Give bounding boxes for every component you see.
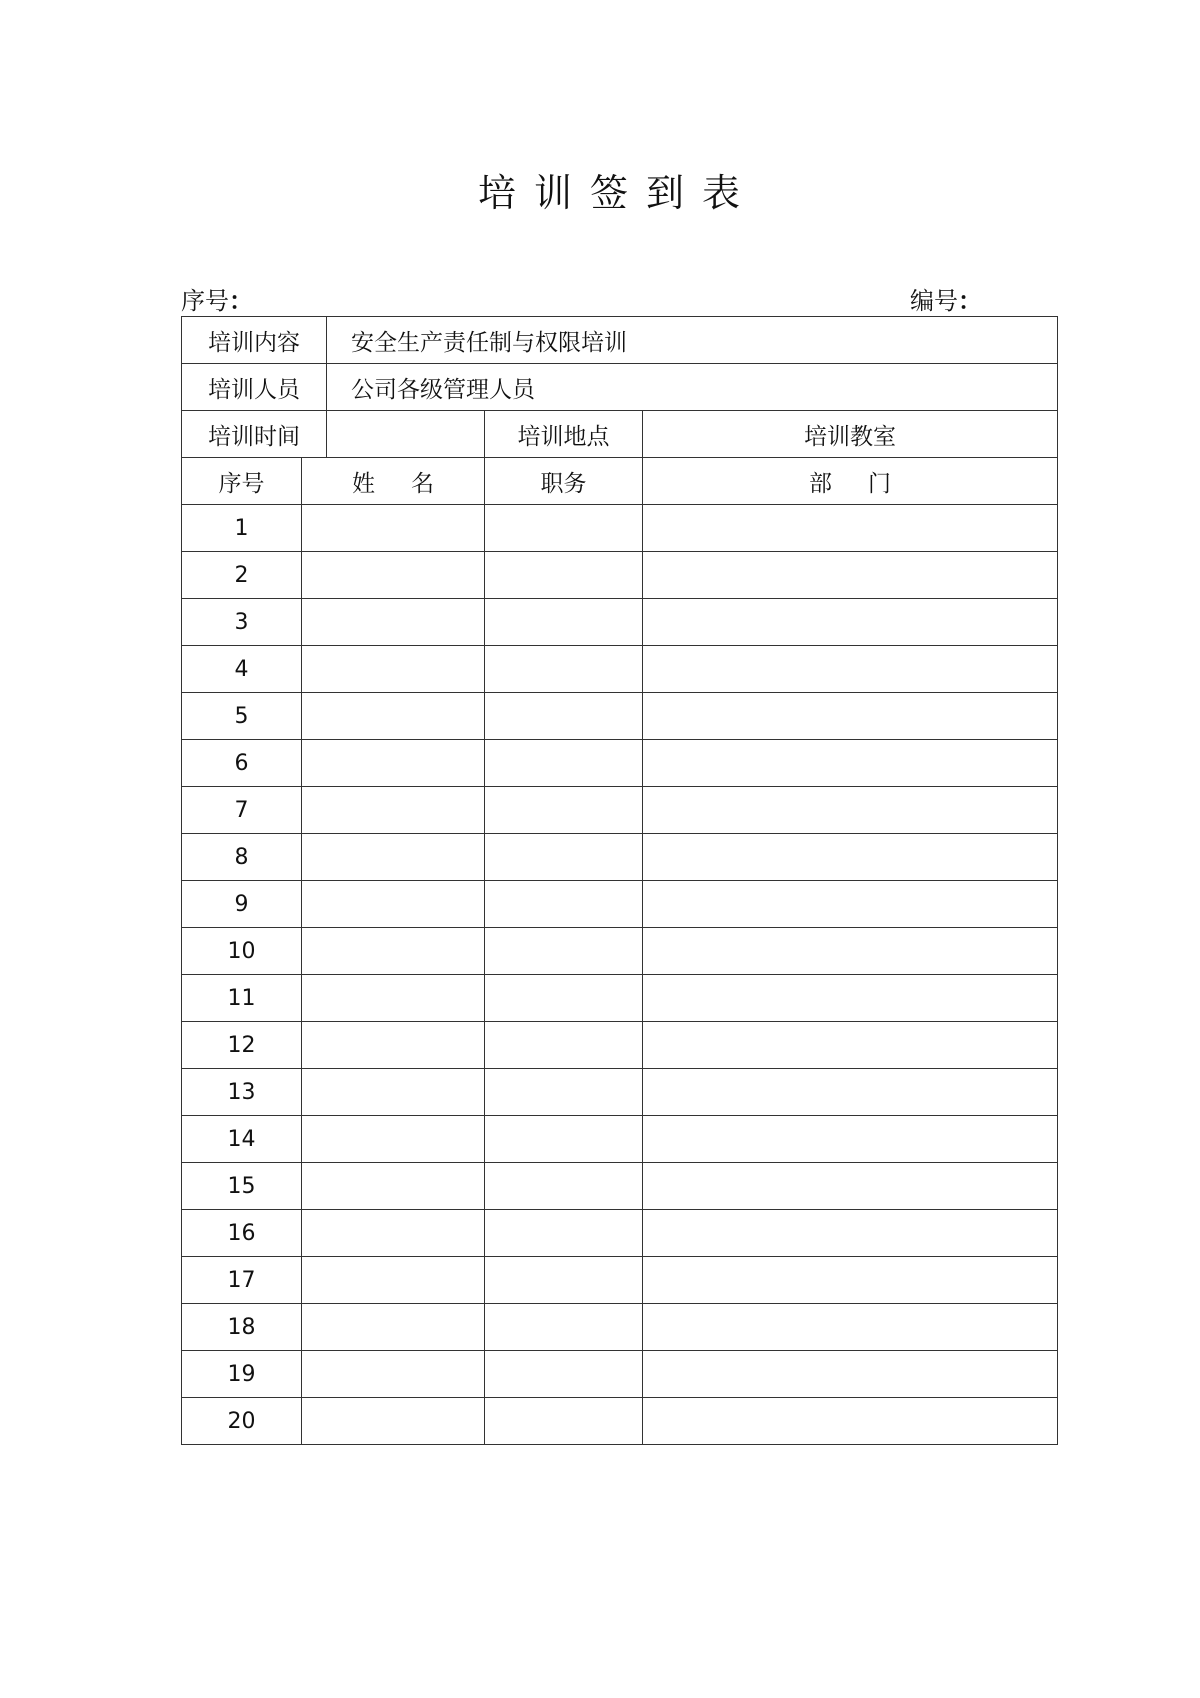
row-seq-cell: 7 <box>182 787 302 834</box>
row-name-cell[interactable] <box>302 787 485 834</box>
row-name-cell[interactable] <box>302 975 485 1022</box>
row-name-cell[interactable] <box>302 1022 485 1069</box>
serial-colon: ： <box>229 287 253 315</box>
staff-value-cell[interactable]: 公司各级管理人员 <box>327 364 1058 411</box>
row-position-cell[interactable] <box>485 693 643 740</box>
row-seq-cell: 4 <box>182 646 302 693</box>
table-row <box>182 1351 1058 1398</box>
row-seq-cell: 10 <box>182 928 302 975</box>
column-header-department <box>643 458 1058 505</box>
place-label-cell: 培训地点 <box>485 411 643 458</box>
row-seq-cell: 12 <box>182 1022 302 1069</box>
row-name-cell[interactable] <box>302 834 485 881</box>
table-row <box>182 1210 1058 1257</box>
row-name-cell[interactable] <box>302 928 485 975</box>
row-position-cell[interactable] <box>485 881 643 928</box>
row-name-cell[interactable] <box>302 505 485 552</box>
row-seq-cell: 1 <box>182 505 302 552</box>
table-row <box>182 1257 1058 1304</box>
serial-number-label <box>181 286 253 316</box>
table-row <box>182 881 1058 928</box>
row-name-cell[interactable] <box>302 1210 485 1257</box>
row-name-cell[interactable] <box>302 740 485 787</box>
row-position-cell[interactable] <box>485 505 643 552</box>
table-row <box>182 928 1058 975</box>
row-department-cell[interactable] <box>643 787 1058 834</box>
row-position-cell[interactable] <box>485 1069 643 1116</box>
row-seq-cell: 15 <box>182 1163 302 1210</box>
row-seq-cell: 17 <box>182 1257 302 1304</box>
staff-label-cell: 培训人员 <box>182 364 327 411</box>
table-row <box>182 599 1058 646</box>
row-department-cell[interactable] <box>643 1069 1058 1116</box>
row-name-cell[interactable] <box>302 599 485 646</box>
row-position-cell[interactable] <box>485 834 643 881</box>
column-header-department-text: 部门 <box>809 470 927 497</box>
row-seq-cell: 5 <box>182 693 302 740</box>
row-department-cell[interactable] <box>643 1116 1058 1163</box>
row-name-cell[interactable] <box>302 1257 485 1304</box>
row-name-cell[interactable] <box>302 1351 485 1398</box>
row-department-cell[interactable] <box>643 505 1058 552</box>
row-department-cell[interactable] <box>643 693 1058 740</box>
number-label-text: 编号 <box>910 287 958 315</box>
table-row <box>182 693 1058 740</box>
number-colon: ： <box>958 287 982 315</box>
table-row <box>182 975 1058 1022</box>
table-row <box>182 505 1058 552</box>
row-department-cell[interactable] <box>643 552 1058 599</box>
row-position-cell[interactable] <box>485 1398 643 1445</box>
row-department-cell[interactable] <box>643 1022 1058 1069</box>
row-department-cell[interactable] <box>643 1163 1058 1210</box>
row-seq-cell: 6 <box>182 740 302 787</box>
row-seq-cell: 18 <box>182 1304 302 1351</box>
row-department-cell[interactable] <box>643 646 1058 693</box>
row-name-cell[interactable] <box>302 552 485 599</box>
row-seq-cell: 2 <box>182 552 302 599</box>
sign-in-table-body <box>182 317 1058 1445</box>
row-seq-cell: 11 <box>182 975 302 1022</box>
row-name-cell[interactable] <box>302 881 485 928</box>
row-position-cell[interactable] <box>485 975 643 1022</box>
place-value-cell[interactable]: 培训教室 <box>643 411 1058 458</box>
content-value-cell[interactable]: 安全生产责任制与权限培训 <box>327 317 1058 364</box>
row-position-cell[interactable] <box>485 1116 643 1163</box>
row-position-cell[interactable] <box>485 928 643 975</box>
table-row <box>182 1022 1058 1069</box>
sign-in-table <box>181 316 1058 1445</box>
column-header-seq: 序号 <box>182 458 302 505</box>
row-position-cell[interactable] <box>485 646 643 693</box>
row-position-cell[interactable] <box>485 1351 643 1398</box>
row-position-cell[interactable] <box>485 1163 643 1210</box>
row-seq-cell: 14 <box>182 1116 302 1163</box>
row-name-cell[interactable] <box>302 1163 485 1210</box>
row-position-cell[interactable] <box>485 1304 643 1351</box>
row-seq-cell: 20 <box>182 1398 302 1445</box>
document-number-label <box>910 286 982 316</box>
row-position-cell[interactable] <box>485 787 643 834</box>
row-seq-cell: 16 <box>182 1210 302 1257</box>
row-name-cell[interactable] <box>302 646 485 693</box>
table-row <box>182 740 1058 787</box>
row-position-cell[interactable] <box>485 1022 643 1069</box>
row-department-cell[interactable] <box>643 740 1058 787</box>
row-name-cell[interactable] <box>302 1304 485 1351</box>
row-department-cell[interactable] <box>643 1304 1058 1351</box>
row-seq-cell: 9 <box>182 881 302 928</box>
column-header-position: 职务 <box>485 458 643 505</box>
content-label-cell: 培训内容 <box>182 317 327 364</box>
row-department-cell[interactable] <box>643 1210 1058 1257</box>
row-department-cell[interactable] <box>643 975 1058 1022</box>
row-seq-cell: 8 <box>182 834 302 881</box>
info-row-time-place <box>182 411 1058 458</box>
table-row <box>182 1398 1058 1445</box>
row-department-cell[interactable] <box>643 881 1058 928</box>
info-row-staff <box>182 364 1058 411</box>
row-department-cell[interactable] <box>643 834 1058 881</box>
row-department-cell[interactable] <box>643 1257 1058 1304</box>
info-row-content <box>182 317 1058 364</box>
row-position-cell[interactable] <box>485 552 643 599</box>
page-title: 培训签到表 <box>477 171 758 215</box>
column-header-name <box>302 458 485 505</box>
row-department-cell[interactable] <box>643 599 1058 646</box>
row-seq-cell: 3 <box>182 599 302 646</box>
row-name-cell[interactable] <box>302 693 485 740</box>
table-row <box>182 552 1058 599</box>
row-seq-cell: 13 <box>182 1069 302 1116</box>
table-row <box>182 834 1058 881</box>
row-position-cell[interactable] <box>485 740 643 787</box>
column-header-row <box>182 458 1058 505</box>
row-name-cell[interactable] <box>302 1069 485 1116</box>
table-row <box>182 787 1058 834</box>
table-row <box>182 1163 1058 1210</box>
column-header-name-text: 姓名 <box>352 470 470 497</box>
row-department-cell[interactable] <box>643 1351 1058 1398</box>
row-department-cell[interactable] <box>643 1398 1058 1445</box>
row-seq-cell: 19 <box>182 1351 302 1398</box>
time-label-cell: 培训时间 <box>182 411 327 458</box>
table-row <box>182 1304 1058 1351</box>
serial-label-text: 序号 <box>181 287 229 315</box>
row-position-cell[interactable] <box>485 599 643 646</box>
row-name-cell[interactable] <box>302 1398 485 1445</box>
table-row <box>182 1069 1058 1116</box>
table-row <box>182 646 1058 693</box>
time-value-cell[interactable] <box>327 411 485 458</box>
row-name-cell[interactable] <box>302 1116 485 1163</box>
row-department-cell[interactable] <box>643 928 1058 975</box>
row-position-cell[interactable] <box>485 1210 643 1257</box>
row-position-cell[interactable] <box>485 1257 643 1304</box>
table-row <box>182 1116 1058 1163</box>
